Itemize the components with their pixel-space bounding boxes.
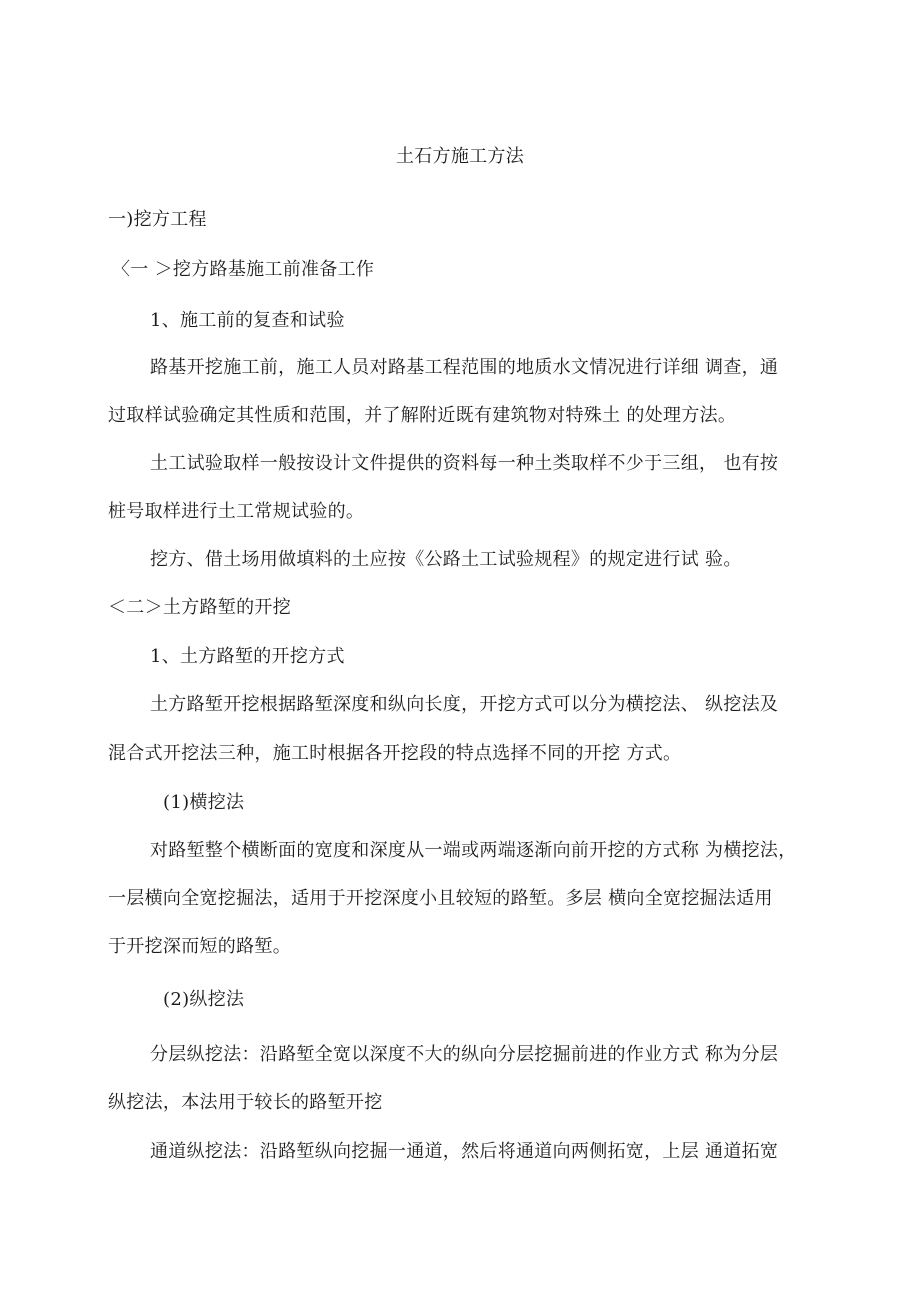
method-heading: (1)横挖法 <box>163 792 245 813</box>
paragraph-line: 混合式开挖法三种，施工时根据各开挖段的特点选择不同的开挖 方式。 <box>108 743 682 764</box>
paragraph-line: 桩号取样进行土工常规试验的。 <box>108 501 365 522</box>
section-heading: 一)挖方工程 <box>108 209 207 230</box>
paragraph-line: 分层纵挖法：沿路堑全宽以深度不大的纵向分层挖掘前进的作业方式 称为分层 <box>150 1044 779 1065</box>
paragraph-line: 挖方、借土场用做填料的土应按《公路土工试验规程》的规定进行试 验。 <box>150 549 742 570</box>
subsection-heading: ＜二＞土方路堑的开挖 <box>108 597 291 618</box>
subsection-heading: 〈一 ＞挖方路基施工前准备工作 <box>112 259 375 280</box>
paragraph-line: 路基开挖施工前，施工人员对路基工程范围的地质水文情况进行详细 调查，通 <box>150 357 779 378</box>
paragraph-line: 一层横向全宽挖掘法，适用于开挖深度小且较短的路堑。多层 横向全宽挖掘法适用 <box>108 888 773 909</box>
document-title: 土石方施工方法 <box>395 146 525 167</box>
paragraph-line: 纵挖法，本法用于较长的路堑开挖 <box>108 1092 383 1113</box>
paragraph-line: 通道纵挖法：沿路堑纵向挖掘一通道，然后将通道向两侧拓宽，上层 通道拓宽 <box>150 1141 779 1162</box>
paragraph-line: 土方路堑开挖根据路堑深度和纵向长度，开挖方式可以分为横挖法、 纵挖法及 <box>150 694 779 715</box>
item-heading: 1、施工前的复查和试验 <box>150 310 345 331</box>
paragraph-line: 于开挖深而短的路堑。 <box>108 936 291 957</box>
method-heading: (2)纵挖法 <box>163 989 245 1010</box>
item-heading: 1、土方路堑的开挖方式 <box>150 646 345 667</box>
paragraph-line: 对路堑整个横断面的宽度和深度从一端或两端逐渐向前开挖的方式称 为横挖法， <box>150 840 797 861</box>
paragraph-line: 土工试验取样一般按设计文件提供的资料每一种土类取样不少于三组， 也有按 <box>150 453 779 474</box>
paragraph-line: 过取样试验确定其性质和范围，并了解附近既有建筑物对特殊土 的处理方法。 <box>108 405 737 426</box>
